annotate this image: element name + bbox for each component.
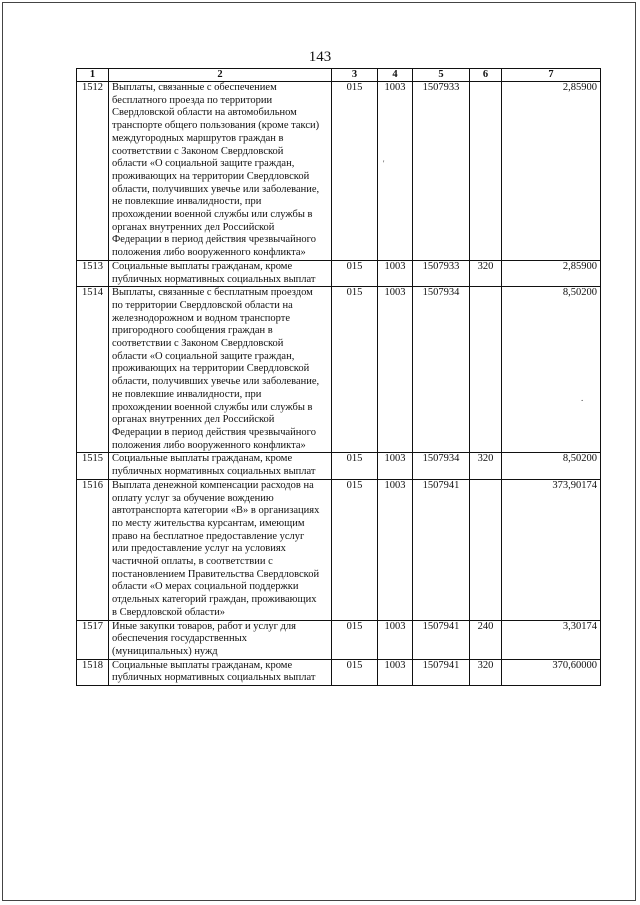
description-line: области «О социальной защите граждан, — [112, 350, 295, 362]
row-description — [109, 260, 332, 286]
target-article-code: 1507933 — [413, 260, 470, 286]
header-col-4: 4 — [378, 69, 413, 82]
description-line: положения либо вооруженного конфликта» — [112, 439, 306, 451]
amount: 370,60000 — [502, 659, 601, 685]
row-number: 1512 — [77, 82, 109, 261]
description-line: Федерации в период действия чрезвычайного — [112, 426, 316, 438]
description-line: органах внутренних дел Российской — [112, 414, 275, 426]
description-line: или предоставление услуг на условиях — [112, 543, 286, 555]
description-line: соответствии с Законом Свердловской — [112, 145, 284, 157]
header-col-5: 5 — [413, 69, 470, 82]
target-article-code: 1507941 — [413, 659, 470, 685]
description-line: Социальные выплаты гражданам, кроме — [112, 453, 293, 465]
description-line: железнодорожном и водном транспорте — [112, 312, 291, 324]
expense-type-code: 240 — [470, 620, 502, 659]
description-line: Социальные выплаты гражданам, кроме — [112, 260, 293, 272]
table-body — [77, 82, 601, 686]
budget-table — [76, 68, 601, 686]
header-col-1: 1 — [77, 69, 109, 82]
expense-type-code — [470, 479, 502, 620]
description-line: частичной оплаты, в соответствии с — [112, 556, 273, 568]
row-description — [109, 453, 332, 479]
row-description — [109, 287, 332, 453]
description-line: проживающих на территории Свердловской — [112, 170, 310, 182]
section-code: 1003 — [378, 620, 413, 659]
expense-type-code — [470, 287, 502, 453]
description-line: прохождении военной службы или службы в — [112, 209, 313, 221]
scan-mark: ' — [383, 159, 385, 168]
expense-type-code: 320 — [470, 453, 502, 479]
target-article-code: 1507934 — [413, 287, 470, 453]
table-row — [77, 287, 601, 453]
description-line: области, получивших увечье или заболевание, — [112, 376, 320, 388]
table-row — [77, 453, 601, 479]
section-code: 1003 — [378, 659, 413, 685]
description-line: прохождении военной службы или службы в — [112, 401, 313, 413]
description-line: Выплаты, связанные с бесплатным проездом — [112, 287, 313, 299]
amount: 3,30174 — [502, 620, 601, 659]
header-col-2: 2 — [109, 69, 332, 82]
description-line: отдельных категорий граждан, проживающих — [112, 594, 317, 606]
section-code: 1003 — [378, 479, 413, 620]
description-line: публичных нормативных социальных выплат — [112, 273, 316, 285]
table-row — [77, 260, 601, 286]
description-line: органах внутренних дел Российской — [112, 221, 275, 233]
target-article-code: 1507941 — [413, 620, 470, 659]
description-line: бесплатного проезда по территории — [112, 94, 273, 106]
section-code: 1003 — [378, 287, 413, 453]
row-description — [109, 659, 332, 685]
row-description — [109, 479, 332, 620]
description-line: не повлекшие инвалидности, при — [112, 196, 262, 208]
expense-type-code: 320 — [470, 260, 502, 286]
section-code: 1003 — [378, 82, 413, 261]
ministry-code: 015 — [332, 620, 378, 659]
description-line: проживающих на территории Свердловской — [112, 363, 310, 375]
amount: 2,85900 — [502, 260, 601, 286]
expense-type-code: 320 — [470, 659, 502, 685]
description-line: междугородных маршрутов граждан в — [112, 132, 284, 144]
expense-type-code — [470, 82, 502, 261]
row-number: 1514 — [77, 287, 109, 453]
row-number: 1515 — [77, 453, 109, 479]
ministry-code: 015 — [332, 82, 378, 261]
description-line: Выплата денежной компенсации расходов на — [112, 479, 314, 491]
description-line: области «О мерах социальной поддержки — [112, 581, 299, 593]
description-line: публичных нормативных социальных выплат — [112, 466, 316, 478]
target-article-code: 1507934 — [413, 453, 470, 479]
ministry-code: 015 — [332, 659, 378, 685]
description-line: Иные закупки товаров, работ и услуг для — [112, 620, 296, 632]
amount: 2,85900 — [502, 82, 601, 261]
description-line: не повлекшие инвалидности, при — [112, 388, 262, 400]
row-description — [109, 82, 332, 261]
description-line: пригородного сообщения граждан в — [112, 325, 273, 337]
description-line: (муниципальных) нужд — [112, 645, 218, 657]
description-line: Выплаты, связанные с обеспечением — [112, 82, 277, 93]
row-number: 1518 — [77, 659, 109, 685]
description-line: транспорте общего пользования (кроме такси) — [112, 120, 320, 132]
table-row — [77, 479, 601, 620]
header-col-3: 3 — [332, 69, 378, 82]
scan-mark: . — [581, 393, 584, 403]
target-article-code: 1507933 — [413, 82, 470, 261]
section-code: 1003 — [378, 453, 413, 479]
description-line: области, получивших увечье или заболевание, — [112, 183, 320, 195]
row-number: 1517 — [77, 620, 109, 659]
amount: 8,50200 — [502, 453, 601, 479]
description-line: Федерации в период действия чрезвычайного — [112, 234, 316, 246]
section-code: 1003 — [378, 260, 413, 286]
description-line: положения либо вооруженного конфликта» — [112, 247, 306, 259]
description-line: автотранспорта категории «В» в организациях — [112, 505, 320, 517]
description-line: постановлением Правительства Свердловской — [112, 568, 320, 580]
amount: 8,50200 — [502, 287, 601, 453]
ministry-code: 015 — [332, 287, 378, 453]
table-row — [77, 659, 601, 685]
row-description — [109, 620, 332, 659]
ministry-code: 015 — [332, 260, 378, 286]
description-line: публичных нормативных социальных выплат — [112, 672, 316, 684]
row-number: 1516 — [77, 479, 109, 620]
target-article-code: 1507941 — [413, 479, 470, 620]
description-line: обеспечения государственных — [112, 633, 247, 645]
description-line: оплату услуг за обучение вождению — [112, 492, 274, 504]
header-row — [77, 69, 601, 82]
row-number: 1513 — [77, 260, 109, 286]
description-line: Свердловской области на автомобильном — [112, 107, 297, 119]
description-line: Социальные выплаты гражданам, кроме — [112, 659, 293, 671]
description-line: области «О социальной защите граждан, — [112, 158, 295, 170]
description-line: по месту жительства курсантам, имеющим — [112, 517, 305, 529]
table-row — [77, 620, 601, 659]
description-line: соответствии с Законом Свердловской — [112, 338, 284, 350]
header-col-7: 7 — [502, 69, 601, 82]
ministry-code: 015 — [332, 479, 378, 620]
header-col-6: 6 — [470, 69, 502, 82]
ministry-code: 015 — [332, 453, 378, 479]
description-line: в Свердловской области» — [112, 606, 226, 618]
amount: 373,90174 — [502, 479, 601, 620]
table-row — [77, 82, 601, 261]
description-line: по территории Свердловской области на — [112, 299, 293, 311]
description-line: право на бесплатное предоставление услуг — [112, 530, 305, 542]
page-number: 143 — [308, 49, 332, 65]
